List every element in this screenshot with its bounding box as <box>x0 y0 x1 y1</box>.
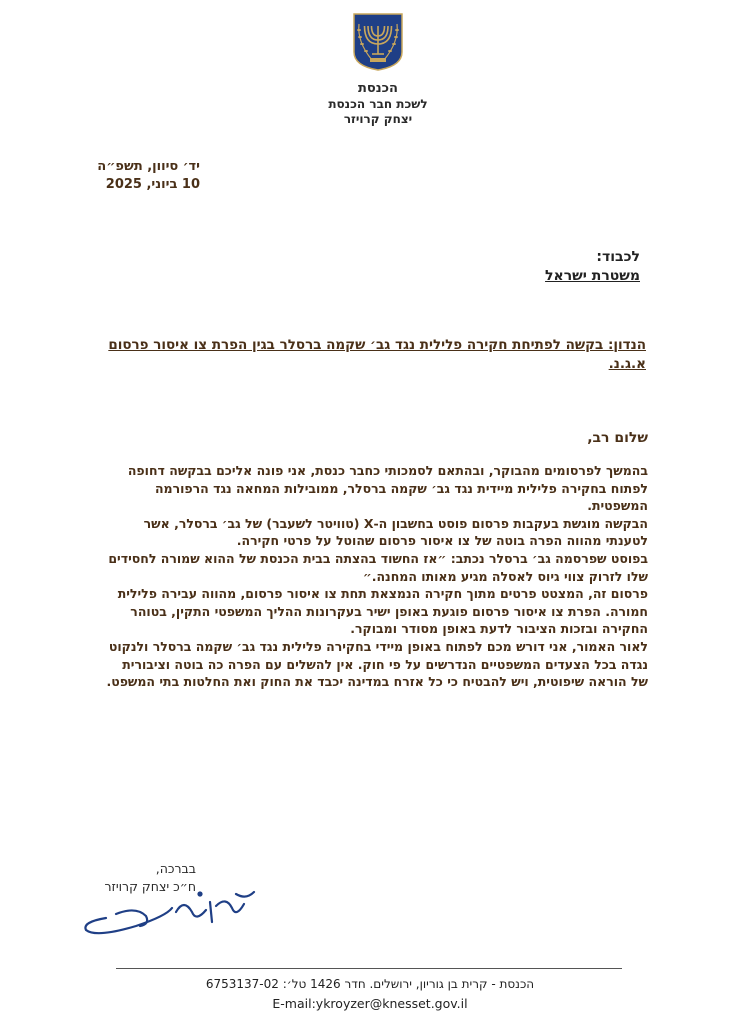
body-paragraph-3: בפוסט שפרסמה גב׳ ברסלר נכתב: ״אז החשוד בהצתה בבית הכנסת של ההוא שמורה לחסידים שלו לזרוק צווי גיוס לאסלה מגיע מאותו המחנה.״ <box>108 550 648 584</box>
letter-body <box>102 462 648 691</box>
closing-name: ח״כ יצחק קרויזר <box>104 879 196 894</box>
body-paragraph-2: הבקשה מוגשת בעקבות פרסום פוסט בחשבון ה-X (טוויטר לשעבר) של גב׳ ברסלר, אשר לטענתי מהווה הפרה בוטה של צו איסור פרסום שהוטל על פרטי חקירה. <box>143 515 648 549</box>
date-gregorian: 10 ביוני, 2025 <box>105 177 200 192</box>
body-paragraph-5: לאור האמור, אני דורש מכם לפתוח באופן מיידי בחקירה פלילית נגד גב׳ שקמה ברסלר ולנקוט נגדה בכל הצעדים המשפטיים הנדרשים על פי חוק. אין להשלים עם הפרה כה בוטה וציבורית של הוראה שיפוטית, ויש להבטיח כי כל אזרח במדינה יכבד את החוק ואת החלטות בתי המשפט. <box>106 638 648 690</box>
recipient-label: לכבוד: <box>596 249 640 265</box>
greeting: שלום רב, <box>587 430 648 446</box>
footer-divider <box>116 968 622 969</box>
body-paragraph-4: פרסום זה, המצטט פרטים מתוך חקירה הנמצאת תחת צו איסור פרסום, מהווה עבירה פלילית חמורה. הפרת צו איסור פרסום פוגעת באופן ישיר בעקרונות ההליך המשפטי התקין, בטוהר החקירה ובזכות הציבור לדעת באופן מסודר ומבוקר. <box>117 586 648 637</box>
letterhead-office: לשכת חבר הכנסת <box>328 97 428 111</box>
footer-email: E-mail:ykroyzer@knesset.gov.il <box>272 996 468 1011</box>
footer-address: הכנסת - קרית בן גוריון, ירושלים. חדר 1426 טל׳: 6753137-02 <box>205 977 535 991</box>
body-paragraph-1: בהמשך לפרסומים מהבוקר, ובהתאם לסמכותי כחבר כנסת, אני פונה אליכם בבקשה דחופה לפתוח בחקירה פלילית מיידית נגד גב׳ שקמה ברסלר, ממובילות המחאה נגד הרפורמה המשפטית. <box>127 463 648 514</box>
letterhead-org: הכנסת <box>358 81 398 96</box>
date-hebrew: יד׳ סיוון, תשפ״ה <box>97 159 200 174</box>
recipient <box>320 248 640 286</box>
letter-footer <box>150 974 590 1014</box>
letter-date <box>40 158 200 194</box>
knesset-emblem-icon <box>352 12 404 72</box>
letterhead-member: יצחק קרויזר <box>343 112 413 126</box>
recipient-org: משטרת ישראל <box>545 268 640 284</box>
subject-line: הנדון: בקשה לפתיחת חקירה פלילית נגד גב׳ שקמה ברסלר בגין הפרת צו איסור פרסום א.ג.נ. <box>108 337 646 372</box>
handwritten-signature <box>76 882 260 938</box>
letterhead <box>300 80 456 127</box>
closing-regards: בברכה, <box>155 861 196 876</box>
